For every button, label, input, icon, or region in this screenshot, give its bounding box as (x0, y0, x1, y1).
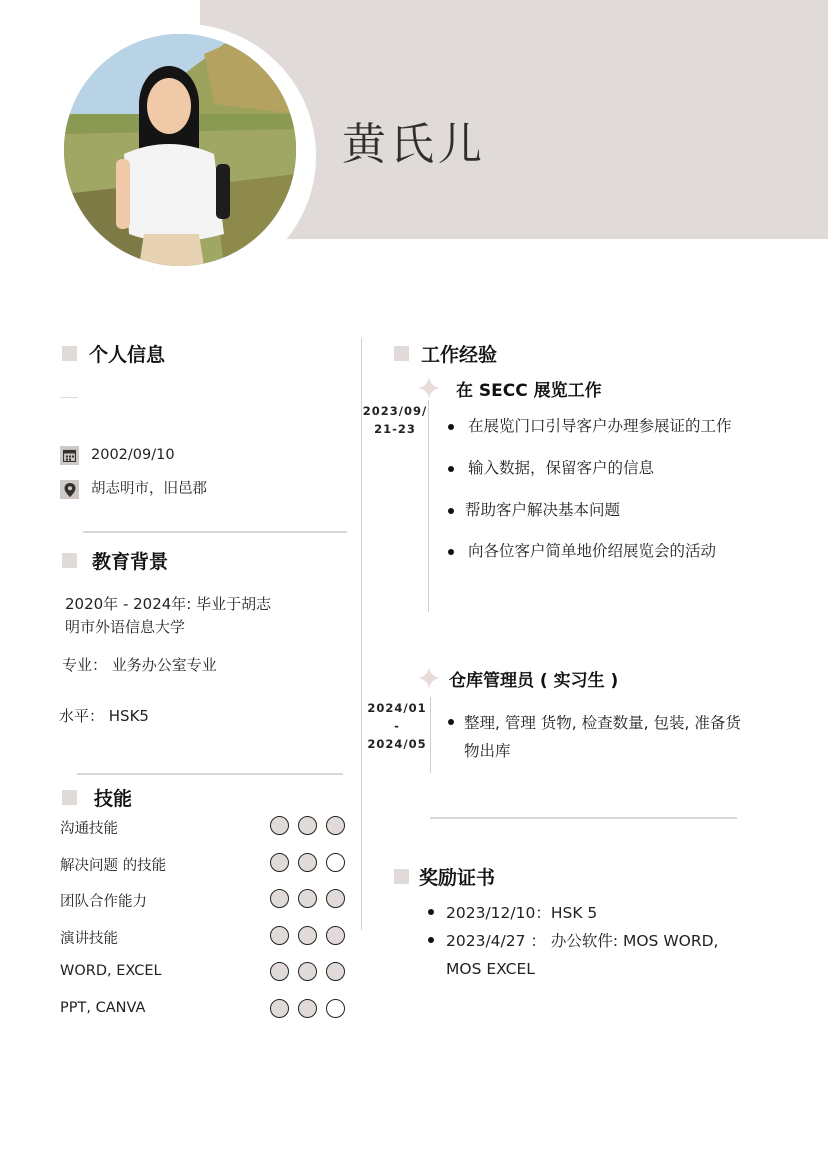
skill-label: 解决问题 的技能 (60, 858, 167, 874)
section-square-icon (62, 553, 77, 568)
skill-row (60, 852, 350, 876)
education-period: 2020年 - 2024年: 毕业于胡志 (65, 595, 272, 613)
skill-dot-filled (298, 962, 317, 981)
skill-dot-filled (298, 999, 317, 1018)
personal-info-heading (62, 340, 165, 367)
location-pin-icon (60, 480, 79, 499)
skill-dot-filled (326, 926, 345, 945)
awards-list (428, 899, 748, 983)
skill-dot-empty (326, 999, 345, 1018)
skill-dot-filled (270, 853, 289, 872)
job-2-duties (448, 709, 748, 765)
award-text: 2023/12/10：HSK 5 (446, 904, 598, 922)
candidate-name: 黄氏儿 (342, 119, 486, 170)
duty-text: 整理, 管理 货物, 检查数量, 包装, 准备货 (464, 714, 741, 732)
skill-label: WORD, EXCEL (60, 963, 162, 979)
awards-title: 奖励证书 (419, 867, 496, 889)
skill-row (60, 961, 350, 985)
skill-label: PPT, CANVA (60, 1000, 146, 1016)
skill-dot-filled (326, 816, 345, 835)
skill-label: 团队合作能力 (60, 894, 147, 910)
skill-dot-filled (298, 816, 317, 835)
skill-dot-filled (298, 853, 317, 872)
job-2-title: 仓库管理员 ( 实习生 ) (449, 671, 619, 691)
skill-dot-filled (298, 889, 317, 908)
job-1-date-start: 2023/09/ (362, 404, 428, 418)
section-square-icon (62, 346, 77, 361)
education-level: 水平： HSK5 (59, 707, 149, 725)
address: 胡志明市，旧邑郡 (91, 481, 207, 497)
education-major: 专业： 业务办公室专业 (62, 656, 217, 674)
divider-1 (83, 531, 347, 533)
duty-text: 帮助客户解决基本问题 (465, 501, 621, 519)
skill-dot-filled (326, 889, 345, 908)
timeline-line-2 (430, 697, 431, 773)
timeline-line-1 (428, 400, 429, 612)
skill-dot-filled (270, 816, 289, 835)
skill-label: 沟通技能 (60, 821, 118, 837)
section-square-icon (394, 346, 409, 361)
section-square-icon (62, 790, 77, 805)
awards-heading (394, 863, 495, 890)
skill-dot-filled (270, 926, 289, 945)
skills-heading (62, 784, 132, 811)
job-2-date-end: 2024/05 (367, 737, 427, 751)
skill-row (60, 998, 350, 1022)
birth-date: 2002/09/10 (91, 447, 175, 463)
job-1-date-end: 21-23 (374, 422, 416, 436)
skill-dot-empty (326, 853, 345, 872)
education-title: 教育背景 (92, 551, 169, 573)
award-item (428, 927, 748, 983)
section-square-icon (394, 869, 409, 884)
skill-row (60, 925, 350, 949)
duty-text: 向各位客户简单地价绍展览会的活动 (468, 542, 717, 560)
skill-label: 演讲技能 (60, 931, 118, 947)
skills-title: 技能 (94, 788, 133, 810)
award-text: 2023/4/27 ： 办公软件: MOS WORD, (446, 932, 719, 950)
award-text-cont: MOS EXCEL (446, 960, 535, 978)
duty-item (448, 498, 732, 539)
job-1-date (362, 402, 428, 438)
skill-dot-filled (270, 889, 289, 908)
calendar-icon (60, 446, 79, 465)
award-item (428, 899, 748, 927)
duty-item (448, 414, 732, 456)
sparkle-icon (418, 377, 440, 399)
education-school: 明市外语信息大学 (65, 618, 186, 636)
duty-text-cont: 物出库 (464, 742, 511, 760)
duty-item (448, 539, 732, 581)
divider-3 (430, 817, 737, 819)
skill-row (60, 815, 350, 839)
duty-item (448, 456, 732, 498)
personal-info-title: 个人信息 (89, 344, 166, 366)
duty-text: 输入数据，保留客户的信息 (468, 459, 655, 477)
education-heading (62, 547, 168, 574)
job-2-date-sep: - (394, 719, 400, 733)
skill-dot-filled (326, 962, 345, 981)
skill-dot-filled (298, 926, 317, 945)
skill-dot-filled (270, 962, 289, 981)
divider-2 (77, 773, 343, 775)
duty-item (448, 709, 748, 765)
job-1-duties (448, 414, 732, 581)
skill-row (60, 888, 350, 912)
job-1-title: 在 SECC 展览工作 (456, 381, 602, 401)
profile-photo (64, 34, 296, 266)
placeholder-line (60, 397, 78, 398)
experience-title: 工作经验 (421, 344, 498, 366)
sparkle-icon (418, 667, 440, 689)
duty-text: 在展览门口引导客户办理参展证的工作 (468, 417, 732, 435)
experience-heading (394, 340, 497, 367)
skill-dot-filled (270, 999, 289, 1018)
job-2-date-start: 2024/01 (367, 701, 427, 715)
job-2-date (364, 699, 430, 753)
